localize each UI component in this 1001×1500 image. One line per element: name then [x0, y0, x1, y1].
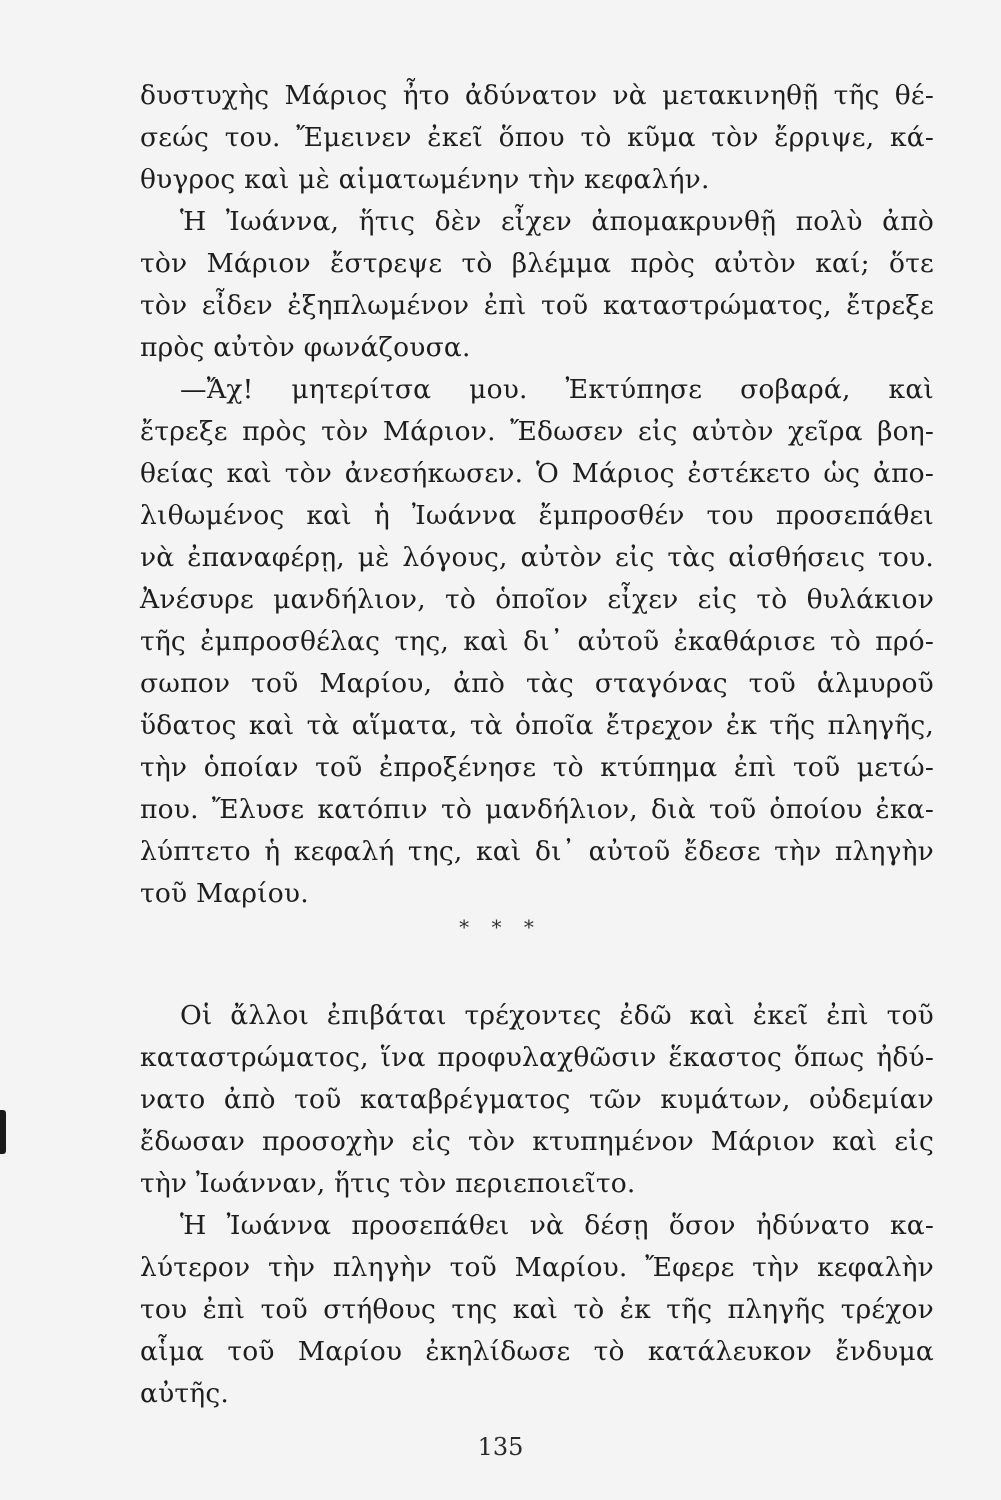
- text-line: θυγρος καὶ μὲ αἱματωμένην τὴν κεφαλήν.: [140, 164, 710, 195]
- text-line: λύπτετο ἡ κεφαλή της, καὶ δι᾿ αὐτοῦ ἔδεσε τὴν πληγὴν: [140, 836, 934, 867]
- text-line: θείας καὶ τὸν ἀνεσήκωσεν. Ὁ Μάριος ἐστέκετο ὡς ἀπο-: [140, 458, 934, 489]
- text-line: αἷμα τοῦ Μαρίου ἐκηλίδωσε τὸ κατάλευκον ἔνδυμα: [140, 1336, 934, 1367]
- text-line: τὴν ὁποίαν τοῦ ἐπροξένησε τὸ κτύπημα ἐπὶ τοῦ μετώ-: [140, 752, 934, 783]
- text-line: ἔδωσαν προσοχὴν εἰς τὸν κτυπημένον Μάριον καὶ εἰς: [140, 1126, 934, 1157]
- text-line: νὰ ἐπαναφέρῃ, μὲ λόγους, αὐτὸν εἰς τὰς αἰσθήσεις του.: [140, 542, 934, 573]
- text-line: Οἱ ἄλλοι ἐπιβάται τρέχοντες ἐδῶ καὶ ἐκεῖ ἐπὶ τοῦ: [180, 1000, 934, 1031]
- text-line: Ἀνέσυρε μανδήλιον, τὸ ὁποῖον εἶχεν εἰς τὸ θυλάκιον: [140, 584, 934, 615]
- text-line: που. Ἔλυσε κατόπιν τὸ μανδήλιον, διὰ τοῦ ὁποίου ἐκα-: [140, 794, 934, 825]
- text-line: ὕδατος καὶ τὰ αἵματα, τὰ ὁποῖα ἔτρεχον ἐκ τῆς πληγῆς,: [140, 710, 934, 741]
- text-line: δυστυχὴς Μάριος ἦτο ἀδύνατον νὰ μετακινηθῇ τῆς θέ-: [140, 80, 934, 111]
- text-line: τὸν εἶδεν ἐξηπλωμένον ἐπὶ τοῦ καταστρώματος, ἔτρεξε: [140, 290, 934, 321]
- text-line: τὸν Μάριον ἔστρεψε τὸ βλέμμα πρὸς αὐτὸν καί; ὅτε: [140, 248, 934, 279]
- text-line: λιθωμένος καὶ ἡ Ἰωάννα ἔμπροσθέν του προσεπάθει: [140, 500, 934, 531]
- text-line: τοῦ Μαρίου.: [140, 878, 309, 909]
- binding-edge-mark: [0, 1110, 6, 1154]
- text-line: του ἐπὶ τοῦ στήθους της καὶ τὸ ἐκ τῆς πληγῆς τρέχον: [140, 1294, 934, 1325]
- text-line: Ἡ Ἰωάννα προσεπάθει νὰ δέσῃ ὅσον ἠδύνατο κα-: [180, 1210, 934, 1241]
- section-separator: * * *: [459, 915, 542, 939]
- text-line: νατο ἀπὸ τοῦ καταβρέγματος τῶν κυμάτων, οὐδεμίαν: [140, 1084, 934, 1115]
- text-line: αὐτῆς.: [140, 1378, 230, 1409]
- text-line: τῆς ἐμπροσθέλας της, καὶ δι᾿ αὐτοῦ ἐκαθάρισε τὸ πρό-: [140, 626, 934, 657]
- text-line: πρὸς αὐτὸν φωνάζουσα.: [140, 332, 471, 363]
- text-line: Ἡ Ἰωάννα, ἥτις δὲν εἶχεν ἀπομακρυνθῇ πολὺ ἀπὸ: [180, 206, 934, 237]
- text-line: καταστρώματος, ἵνα προφυλαχθῶσιν ἕκαστος ὅπως ἠδύ-: [140, 1042, 934, 1073]
- text-line: τὴν Ἰωάνναν, ἥτις τὸν περιεποιεῖτο.: [140, 1168, 636, 1199]
- text-block-bottom: [140, 995, 934, 1415]
- text-line: —Ἄχ! μητερίτσα μου. Ἐκτύπησε σοβαρά, καὶ: [180, 374, 934, 405]
- text-block-top: [140, 75, 934, 915]
- text-line: σεώς του. Ἔμεινεν ἐκεῖ ὅπου τὸ κῦμα τὸν ἔρριψε, κά-: [140, 122, 934, 153]
- text-line: ἔτρεξε πρὸς τὸν Μάριον. Ἔδωσεν εἰς αὐτὸν χεῖρα βοη-: [140, 416, 934, 447]
- page-number: 135: [477, 1433, 524, 1461]
- text-line: σωπον τοῦ Μαρίου, ἀπὸ τὰς σταγόνας τοῦ ἁλμυροῦ: [140, 668, 934, 699]
- text-line: λύτερον τὴν πληγὴν τοῦ Μαρίου. Ἔφερε τὴν κεφαλὴν: [140, 1252, 934, 1283]
